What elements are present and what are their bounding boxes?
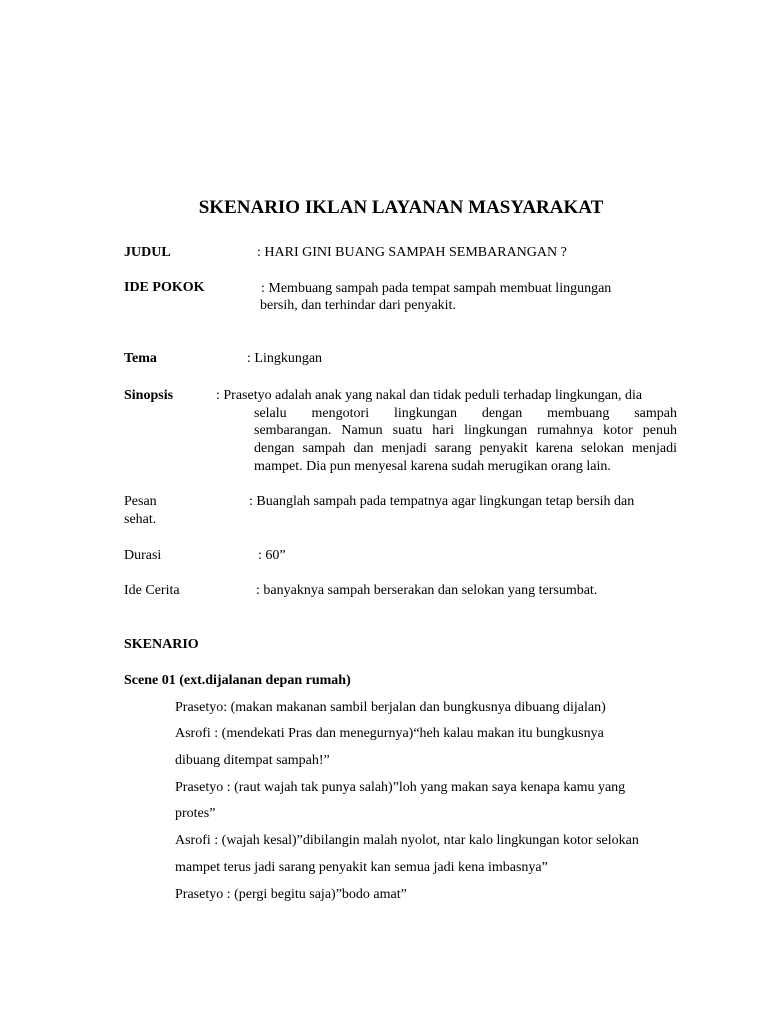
sinopsis-line3: sembarangan. Namun suatu hari lingkungan rumahnya kotor penuh <box>254 423 677 438</box>
skenario-heading: SKENARIO <box>124 637 199 652</box>
ide-pokok-value-line1: : Membuang sampah pada tempat sampah membuat lingungan <box>261 281 612 296</box>
durasi-value: : 60” <box>258 548 286 563</box>
sinopsis-line1: : Prasetyo adalah anak yang nakal dan tidak peduli terhadap lingkungan, dia <box>216 388 643 403</box>
ide-cerita-value: : banyaknya sampah berserakan dan selokan yang tersumbat. <box>256 583 598 598</box>
ide-cerita-label: Ide Cerita <box>124 583 180 598</box>
sinopsis-label: Sinopsis <box>124 388 174 403</box>
dialogue-line: Prasetyo : (pergi begitu saja)”bodo amat” <box>175 887 407 902</box>
judul-value: : HARI GINI BUANG SAMPAH SEMBARANGAN ? <box>257 245 567 260</box>
sinopsis-line5: mampet. Dia pun menyesal karena sudah merugikan orang lain. <box>254 459 611 474</box>
dialogue-line: Asrofi : (mendekati Pras dan menegurnya)“heh kalau makan itu bungkusnya <box>175 726 604 741</box>
dialogue-line: dibuang ditempat sampah!” <box>175 753 330 768</box>
ide-pokok-label: IDE POKOK <box>124 280 205 295</box>
tema-label: Tema <box>124 351 157 366</box>
judul-label: JUDUL <box>124 245 171 260</box>
dialogue-line: Prasetyo: (makan makanan sambil berjalan dan bungkusnya dibuang dijalan) <box>175 700 606 715</box>
tema-value: : Lingkungan <box>247 351 323 366</box>
sinopsis-line2: selalu mengotori lingkungan dengan membuang sampah <box>254 406 677 421</box>
sinopsis-line4: dengan sampah dan menjadi sarang penyakit karena selokan menjadi <box>254 441 677 456</box>
pesan-label: Pesan <box>124 494 157 509</box>
dialogue-line: mampet terus jadi sarang penyakit kan semua jadi kena imbasnya” <box>175 860 548 875</box>
pesan-value: : Buanglah sampah pada tempatnya agar lingkungan tetap bersih dan <box>249 494 635 509</box>
dialogue-line: Prasetyo : (raut wajah tak punya salah)”loh yang makan saya kenapa kamu yang <box>175 780 626 795</box>
dialogue-line: Asrofi : (wajah kesal)”dibilangin malah nyolot, ntar kalo lingkungan kotor selokan <box>175 833 639 848</box>
dialogue-line: protes” <box>175 806 216 821</box>
ide-pokok-value-line2: bersih, dan terhindar dari penyakit. <box>260 298 456 313</box>
durasi-label: Durasi <box>124 548 162 563</box>
scene-heading: Scene 01 (ext.dijalanan depan rumah) <box>124 673 351 688</box>
pesan-continuation: sehat. <box>124 512 157 527</box>
document-title: SKENARIO IKLAN LAYANAN MASYARAKAT <box>198 197 604 218</box>
